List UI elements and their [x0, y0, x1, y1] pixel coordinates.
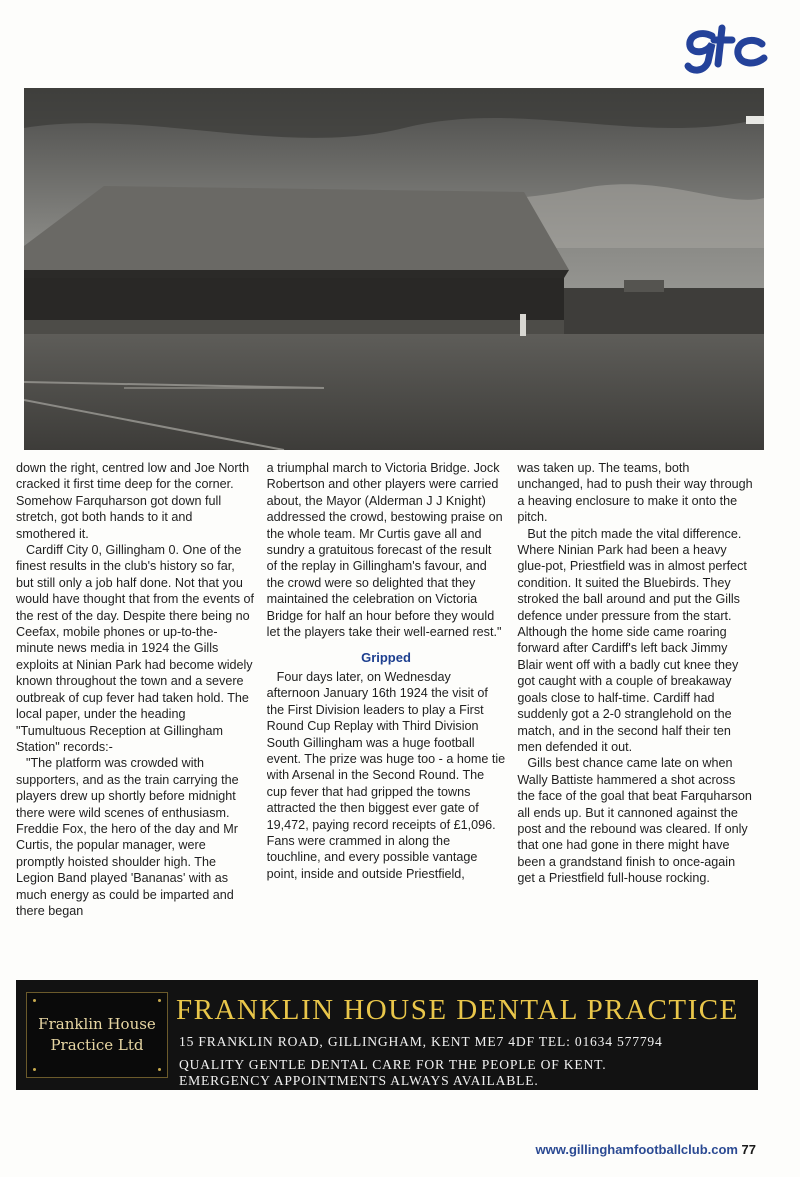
article-subheading: Gripped — [361, 650, 411, 666]
plaque-line: Franklin House — [38, 1015, 156, 1033]
club-website-link[interactable]: www.gillinghamfootballclub.com — [535, 1142, 738, 1157]
stadium-stand-photo — [24, 88, 764, 450]
plaque-line: Practice Ltd — [50, 1036, 144, 1054]
article-paragraph: Gills best chance came late on when Wally Battiste hammered a shot across the face of the goal that beat Farquharson all ends up. But it cannoned against the post and the rebound was cleared. If only that one had gone in there might have been a grandstand finish to once-again get a Priestfield full-house rocking. — [517, 756, 752, 886]
article-column-2 — [267, 460, 506, 965]
page-number: 77 — [741, 1142, 756, 1157]
plaque-screw-icon — [33, 999, 36, 1002]
plaque-screw-icon — [33, 1068, 36, 1071]
dental-practice-advert — [16, 980, 758, 1090]
article-column-1 — [16, 460, 255, 965]
article-column-3 — [517, 460, 756, 965]
advert-tagline: QUALITY GENTLE DENTAL CARE FOR THE PEOPLE OF KENT. — [179, 1057, 607, 1072]
article-paragraph: Cardiff City 0, Gillingham 0. One of the finest results in the club's history so far, but still only a job half done. Not that you would have thought that from the events of the rest of the day. Despite there being no Ceefax, mobile phones or up-to-the-minute news media in 1924 the Gills exploits at Ninian Park had become widely known throughout the town and a severe outbreak of cup fever had taken hold. The local paper, under the heading "Tumultuous Reception at Gillingham Station" records:- — [16, 543, 255, 754]
advert-title: FRANKLIN HOUSE DENTAL PRACTICE — [176, 994, 739, 1026]
advert-tagline: EMERGENCY APPOINTMENTS ALWAYS AVAILABLE. — [179, 1073, 539, 1088]
plaque-screw-icon — [158, 1068, 161, 1071]
article-paragraph: a triumphal march to Victoria Bridge. Jock Robertson and other players were carried about, the Mayor (Alderman J J Knight) addressed the crowd, bestowing praise on the whole team. Mr Curtis gave all and sundry a gratuitous forecast of the result of the replay in Gillingham's favour, and the crowd were so delighted that they maintained the celebration on Victoria Bridge for half an hour before they would let the players take their well-earned rest." — [266, 461, 503, 640]
article-paragraph: But the pitch made the vital difference. Where Ninian Park had been a heavy glue-pot, Priestfield was in almost perfect condition. It suited the Bluebirds. They stroked the ball around and put the Gills defence under pressure from the start. Although the home side came roaring forward after Cardiff's left back Jimmy Blair went off with a badly cut knee they got caught with a couple of breakaway goals close to half-time. Cardiff had suddenly got a 2-0 stranglehold on the match, and in the second half their ten men defended it out. — [517, 526, 747, 754]
article-paragraph: was taken up. The teams, both unchanged, had to push their way through a heaving enclosure to make it onto the pitch. — [517, 461, 753, 525]
advert-address: 15 FRANKLIN ROAD, GILLINGHAM, KENT ME7 4DF TEL: 01634 577794 — [179, 1034, 663, 1049]
article-paragraph: Four days later, on Wednesday afternoon January 16th 1924 the visit of the First Division leaders to play a First Round Cup Replay with Third Division South Gillingham was a huge football event. The prize was huge too - a home tie with Arsenal in the Second Round. The cup fever that had gripped the towns attracted the then biggest ever gate of 19,472, paying record receipts of £1,096. Fans were crammed in along the touchline, and every possible vantage point, inside and outside Priestfield, — [266, 669, 506, 881]
plaque-screw-icon — [158, 999, 161, 1002]
article-body — [16, 460, 756, 965]
gfc-logo-icon — [682, 22, 770, 74]
practice-plaque — [26, 992, 168, 1078]
article-paragraph: down the right, centred low and Joe North cracked it first time deep for the corner. Somehow Farquharson got down full stretch, got both hands to it and smothered it. — [16, 461, 250, 541]
article-paragraph: "The platform was crowded with supporters, and as the train carrying the players drew up shortly before midnight there were wild scenes of enthusiasm. Freddie Fox, the hero of the day and Mr Curtis, the popular manager, were promptly hoisted shoulder high. The Legion Band played 'Bananas' with as much energy as could be imparted and there began — [16, 756, 239, 918]
